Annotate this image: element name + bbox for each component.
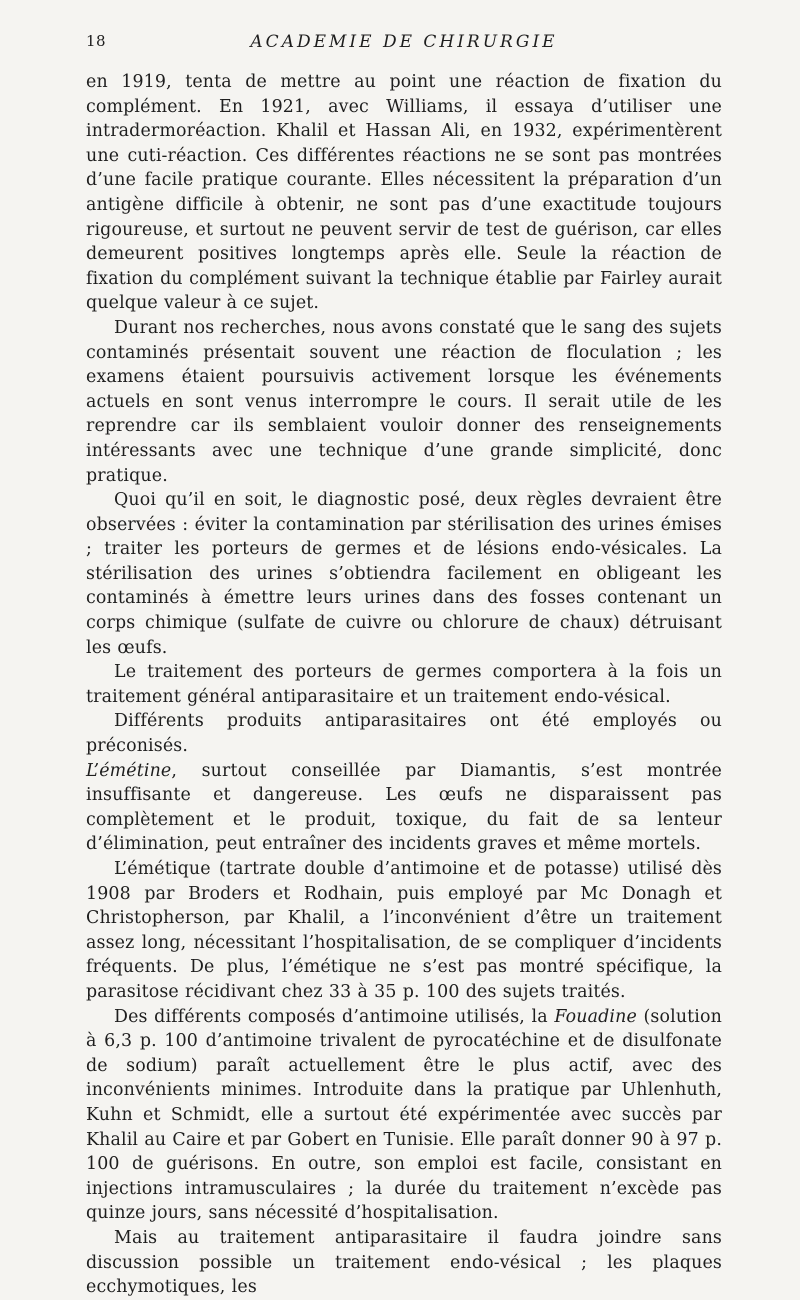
paragraph-4: Le traitement des porteurs de germes comportera à la fois un traitement général antiparasitaire et un traitement endo-vésical. bbox=[86, 662, 722, 707]
paragraph-7: Des différents composés d’antimoine utilisés, la Fouadine (solution à 6,3 p. 100 d’antimoine trivalent de pyrocatéchine et de disulfonate de sodium) paraît actuellement être le plus actif, avec des inconvénients minimes. Introduite dans la pratique par Uhlenhuth, Kuhn et Schmidt, elle a surtout été expérimentée avec succès par Khalil au Caire et par Gobert en Tunisie. Elle paraît donner 90 à 97 p. 100 de guérisons. En outre, son emploi est facile, consistant en injections intramusculaires ; la durée du traitement n’excède pas quinze jours, sans nécessité d’hospitalisation. bbox=[86, 1006, 722, 1224]
paragraph-3: Quoi qu’il en soit, le diagnostic posé, deux règles devraient être observées : éviter la contamination par stérilisation des urines émises ; traiter les porteurs de germes et de lésions endo-vésicales. La stérilisation des urines s’obtiendra facilement en obligeant les contaminés à émettre leurs urines dans des fosses contenant un corps chimique (sulfate de cuivre ou chlorure de chaux) détruisant les œufs. bbox=[86, 490, 722, 658]
running-header bbox=[86, 32, 722, 54]
body-text bbox=[86, 70, 722, 1300]
paragraph-2: Durant nos recherches, nous avons constaté que le sang des sujets contaminés présentait souvent une réaction de floculation ; les examens étaient poursuivis activement lorsque les événements actuels en sont venus interrompre le cours. Il serait utile de les reprendre car ils semblaient vouloir donner des renseignements intéressants avec une technique d’une grande simplicité, donc pratique. bbox=[86, 317, 722, 486]
paragraph-1: en 1919, tenta de mettre au point une réaction de fixation du complément. En 1921, avec Williams, il essaya d’utiliser une intradermoréaction. Khalil et Hassan Ali, en 1932, expérimentèrent une cuti-réaction. Ces différentes réactions ne se sont pas montrées d’une facile pratique courante. Elles nécessitent la préparation d’un antigène difficile à obtenir, ne sont pas d’une exactitude toujours rigoureuse, et surtout ne peuvent servir de test de guérison, car elles demeurent positives longtemps après elle. Seule la réaction de fixation du complément suivant la technique établie par Fairley aurait quelque valeur à ce sujet. bbox=[86, 72, 722, 314]
italic-term-emetine: L’émétine bbox=[86, 760, 172, 781]
italic-term-fouadine: Fouadine bbox=[554, 1006, 637, 1027]
paragraph-5: Différents produits antiparasitaires ont été employés ou préconisés. L’émétine, surtout conseillée par Diamantis, s’est montrée insuffisante et dangereuse. Les œufs ne disparaissent pas complètement et le produit, toxique, du fait de sa lenteur d’élimination, peut entraîner des incidents graves et même mortels. bbox=[86, 711, 722, 855]
page-number: 18 bbox=[86, 32, 107, 50]
running-title: ACADEMIE DE CHIRURGIE bbox=[250, 32, 558, 52]
paragraph-8: Mais au traitement antiparasitaire il faudra joindre sans discussion possible un traitement endo-vésical ; les plaques ecchymotiques, les bbox=[86, 1227, 722, 1298]
paragraph-6: L’émétique (tartrate double d’antimoine et de potasse) utilisé dès 1908 par Broders et Rodhain, puis employé par Mc Donagh et Christopherson, par Khalil, a l’inconvénient d’être un traitement assez long, nécessitant l’hospitalisation, de se compliquer d’incidents fréquents. De plus, l’émétique ne s’est pas montré spécifique, la parasitose récidivant chez 33 à 35 p. 100 des sujets traités. bbox=[86, 859, 722, 1002]
